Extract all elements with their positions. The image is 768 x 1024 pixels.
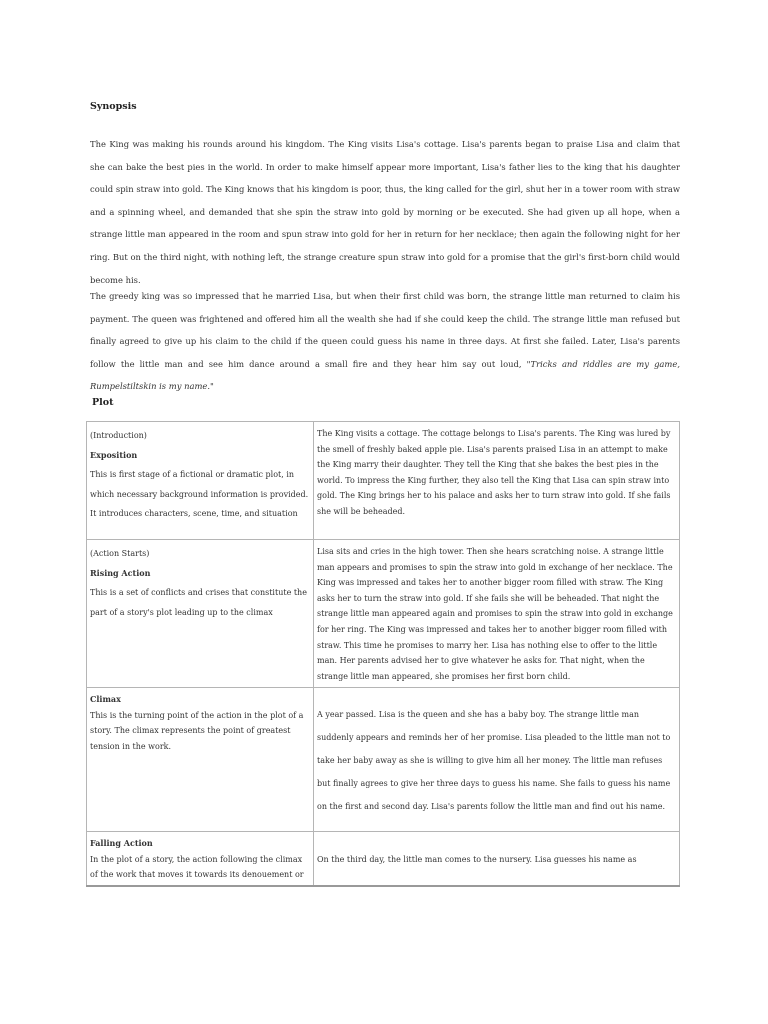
plot-stage-cell [87, 422, 314, 540]
stage-definition: In the plot of a story, the action following the climax of the work that moves it towards its denouement or [90, 854, 304, 880]
table-row [87, 832, 680, 886]
plot-table [86, 421, 680, 887]
table-row [87, 688, 680, 832]
plot-story-cell: On the third day, the little man comes to the nursery. Lisa guesses his name as [314, 832, 680, 886]
plot-stage-cell [87, 688, 314, 832]
table-row [87, 422, 680, 540]
plot-heading: Plot [92, 397, 114, 408]
stage-name: Rising Action [90, 567, 151, 578]
stage-definition: This is the turning point of the action in the plot of a story. The climax represents the point of greatest tension in the work. [90, 710, 304, 751]
stage-tag: (Action Starts) [90, 549, 150, 558]
stage-name: Falling Action [90, 838, 153, 848]
stage-name: Climax [90, 694, 121, 704]
stage-definition: This is a set of conflicts and crises that constitute the part of a story's plot leading up to the climax [90, 588, 307, 617]
synopsis-paragraph-2-text: The greedy king was so impressed that he married Lisa, but when their first child was born, the strange little man returned to claim his payment. The queen was frightened and offered him all the wealth she had if she could keep the child. The strange little man refused but finally agreed to give up his claim to the child if the queen could guess his name in three days. At first she failed. Later, Lisa's parents follow the little man and see him dance around a small fire and they hear him say out loud, [90, 291, 680, 369]
plot-story-cell: A year passed. Lisa is the queen and she has a baby boy. The strange little man suddenly appears and reminds her of her promise. Lisa pleaded to the little man not to take her baby away as she is willing to give him all her money. The little man refuses but finally agrees to give her three days to guess his name. She fails to guess his name on the first and second day. Lisa's parents follow the little man and find out his name. [314, 688, 680, 832]
synopsis-quote: "Tricks and riddles are my game, Rumpelstiltskin is my name." [90, 358, 680, 392]
plot-stage-cell [87, 832, 314, 886]
synopsis-heading: Synopsis [90, 101, 137, 112]
synopsis-paragraph-1: The King was making his rounds around his kingdom. The King visits Lisa's cottage. Lisa's parents began to praise Lisa and claim that she can bake the best pies in the world. In order to make himself appear more important, Lisa's father lies to the king that his daughter could spin straw into gold. The King knows that his kingdom is poor, thus, the king called for the girl, shut her in a tower room with straw and a spinning wheel, and demanded that she spin the straw into gold by morning or be executed. She had given up all hope, when a strange little man appeared in the room and spun straw into gold for her in return for her necklace; then again the following night for her ring. But on the third night, with nothing left, the strange creature spun straw into gold for a promise that the girl's first-born child would become his. [90, 139, 680, 285]
synopsis-paragraph-2 [90, 285, 680, 398]
plot-story-cell: Lisa sits and cries in the high tower. Then she hears scratching noise. A strange little man appears and promises to spin the straw into gold in exchange of her necklace. The King was impressed and takes her to another bigger room filled with straw. The King asks her to turn the straw into gold. If she fails she will be beheaded. That night the strange little man appeared again and promises to spin the straw into gold in exchange for her ring. The King was impressed and takes her to another bigger room filled with straw. This time he promises to marry her. Lisa has nothing else to offer to the little man. Her parents advised her to give whatever he asks for. That night, when the strange little man appeared, she promises her first born child. [314, 540, 680, 688]
stage-tag: (Introduction) [90, 431, 147, 440]
plot-story-cell: The King visits a cottage. The cottage belongs to Lisa's parents. The King was lured by the smell of freshly baked apple pie. Lisa's parents praised Lisa in an attempt to make the King marry their daughter. They tell the King that she bakes the best pies in the world. To impress the King further, they also tell the King that Lisa can spin straw into gold. The King brings her to his palace and asks her to turn straw into gold. If she fails she will be beheaded. [314, 422, 680, 540]
stage-definition: This is first stage of a fictional or dramatic plot, in which necessary background information is provided. It introduces characters, scene, time, and situation [90, 470, 309, 518]
table-row [87, 540, 680, 688]
plot-stage-cell [87, 540, 314, 688]
stage-name: Exposition [90, 449, 138, 460]
